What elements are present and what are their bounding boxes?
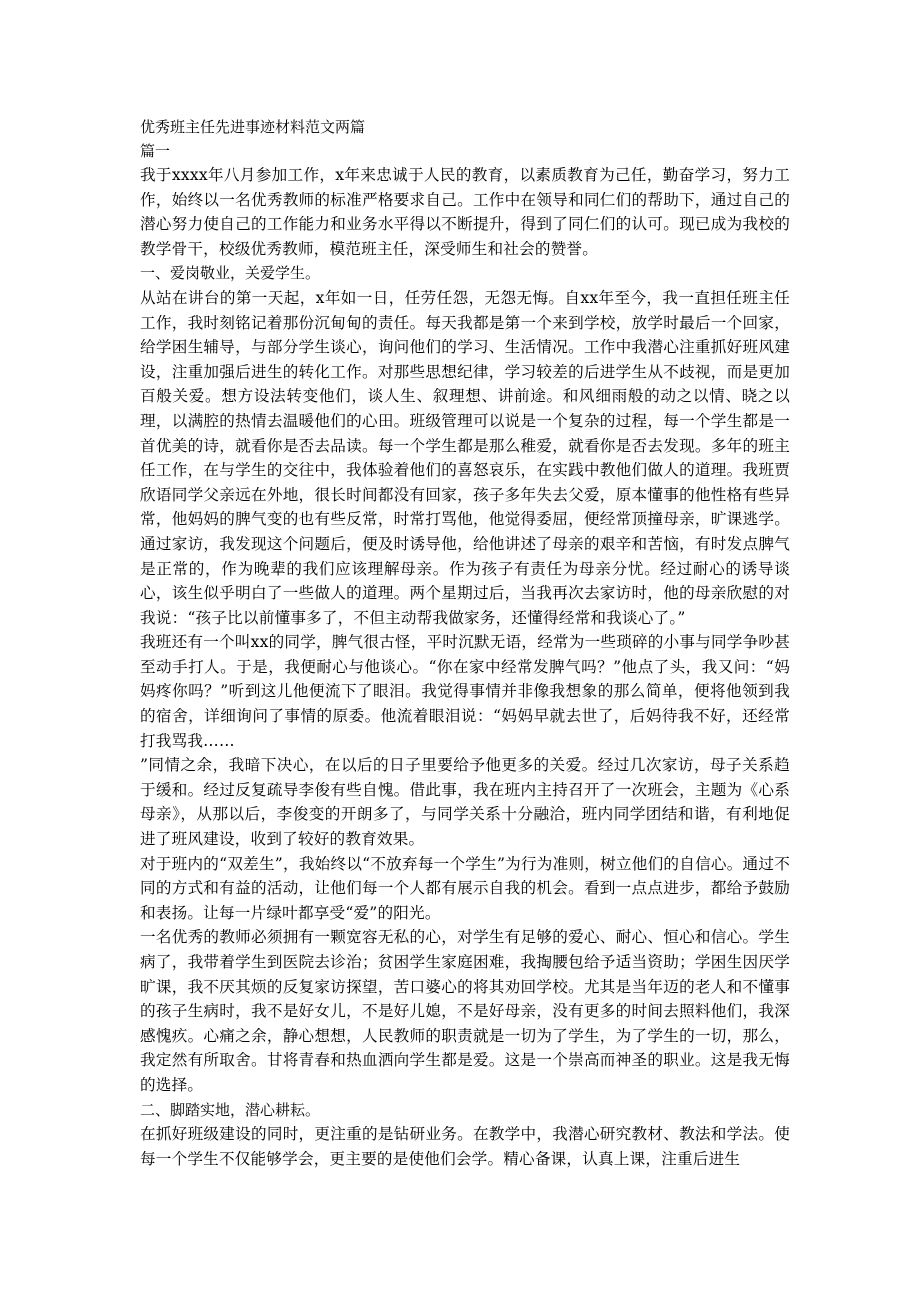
paragraph-section1-e: 一名优秀的教师必须拥有一颗宽容无私的心，对学生有足够的爱心、耐心、恒心和信心。学生病了，我带着学生到医院去诊治；贫困学生家庭困难，我掏腰包给予适当资助；学困生因厌学旷课，我不厌其烦的反复家访探望，苦口婆心的将其劝回学校。尤其是当年迈的老人和不懂事的孩子生病时，我不是好女儿，不是好儿媳，不是好母亲，没有更多的时间去照料他们，我深感愧疚。心痛之余，静心想想，人民教师的职责就是一切为了学生，为了学生的一切，那么，我定然有所取舍。甘将青春和热血洒向学生都是爱。这是一个崇高而神圣的职业。这是我无悔的选择。 — [140, 928, 790, 1094]
paragraph-section1-a: 从站在讲台的第一天起，x年如一日，任劳任怨，无怨无悔。自xx年至今，我一直担任班主任工作，我时刻铭记着那份沉甸甸的责任。每天我都是第一个来到学校，放学时最后一个回家，给学困生辅导，与部分学生谈心，询问他们的学习、生活情况。工作中我潜心注重抓好班风建设，注重加强后进生的转化工作。对那些思想纪律，学习较差的后进学生从不歧视，而是更加百般关爱。想方设法转变他们，谈人生、叙理想、讲前途。和风细雨般的动之以情、晓之以理，以满腔的热情去温暖他们的心田。班级管理可以说是一个复杂的过程，每一个学生都是一首优美的诗，就看你是否去品读。每一个学生都是那么稚爱，就看你是否去发现。多年的班主任工作，在与学生的交往中，我体验着他们的喜怒哀乐，在实践中教他们做人的道理。我班贾欣语同学父亲远在外地，很长时间都没有回家，孩子多年失去父爱，原本懂事的他性格有些异常，他妈妈的脾气变的也有些反常，时常打骂他，他觉得委屈，便经常顶撞母亲，旷课逃学。通过家访，我发现这个问题后，便及时诱导他，给他讲述了母亲的艰辛和苦恼，有时发点脾气是正常的，作为晚辈的我们应该理解母亲。作为孩子有责任为母亲分忧。经过耐心的诱导谈心，该生似乎明白了一些做人的道理。两个星期过后，当我再次去家访时，他的母亲欣慰的对我说：“孩子比以前懂事多了，不但主动帮我做家务，还懂得经常和我谈心了。” — [140, 288, 790, 627]
document-page — [140, 115, 790, 1171]
paragraph-section1-d: 对于班内的“双差生”，我始终以“不放弃每一个学生”为行为准则，树立他们的自信心。通过不同的方式和有益的活动，让他们每一个人都有展示自我的机会。看到一点点进步，都给予鼓励和表扬。让每一片绿叶都享受“爱”的阳光。 — [140, 854, 790, 922]
paragraph-section2-a: 在抓好班级建设的同时，更注重的是钻研业务。在教学中，我潜心研究教材、教法和学法。使每一个学生不仅能够学会，更主要的是使他们会学。精心备课，认真上课，注重后进生 — [140, 1125, 790, 1168]
section-heading-2: 二、脚踏实地，潜心耕耘。 — [140, 1100, 321, 1119]
section-heading-1: 一、爱岗敬业，关爱学生。 — [140, 264, 321, 283]
paragraph-section1-c: ”同情之余，我暗下决心，在以后的日子里要给予他更多的关爱。经过几次家访，母子关系趋于缓和。经过反复疏导李俊有些自愧。借此事，我在班内主持召开了一次班会，主题为《心系母亲》，从那以后，李俊变的开朗多了，与同学关系十分融洽，班内同学团结和谐，有利地促进了班风建设，收到了较好的教育效果。 — [140, 756, 790, 849]
document-title: 优秀班主任先进事迹材料范文两篇 — [140, 118, 366, 136]
paragraph-section1-b: 我班还有一个叫xx的同学，脾气很古怪，平时沉默无语，经常为一些琐碎的小事与同学争吵甚至动手打人。于是，我便耐心与他谈心。“你在家中经常发脾气吗？”他点了头，我又问：“妈妈疼你吗？”听到这儿他便流下了眼泪。我觉得事情并非像我想象的那么简单，便将他领到我的宿舍，详细询问了事情的原委。他流着眼泪说：“妈妈早就去世了，后妈待我不好，还经常打我骂我…… — [140, 633, 790, 750]
paragraph-intro: 我于xxxx年八月参加工作，x年来忠诚于人民的教育，以素质教育为己任，勤奋学习，努力工作，始终以一名优秀教师的标准严格要求自己。工作中在领导和同仁们的帮助下，通过自己的潜心努力使自己的工作能力和业务水平得以不断提升，得到了同仁们的认可。现已成为我校的教学骨干，校级优秀教师，模范班主任，深受师生和社会的赞誉。 — [140, 166, 790, 258]
part-label: 篇一 — [140, 142, 171, 160]
